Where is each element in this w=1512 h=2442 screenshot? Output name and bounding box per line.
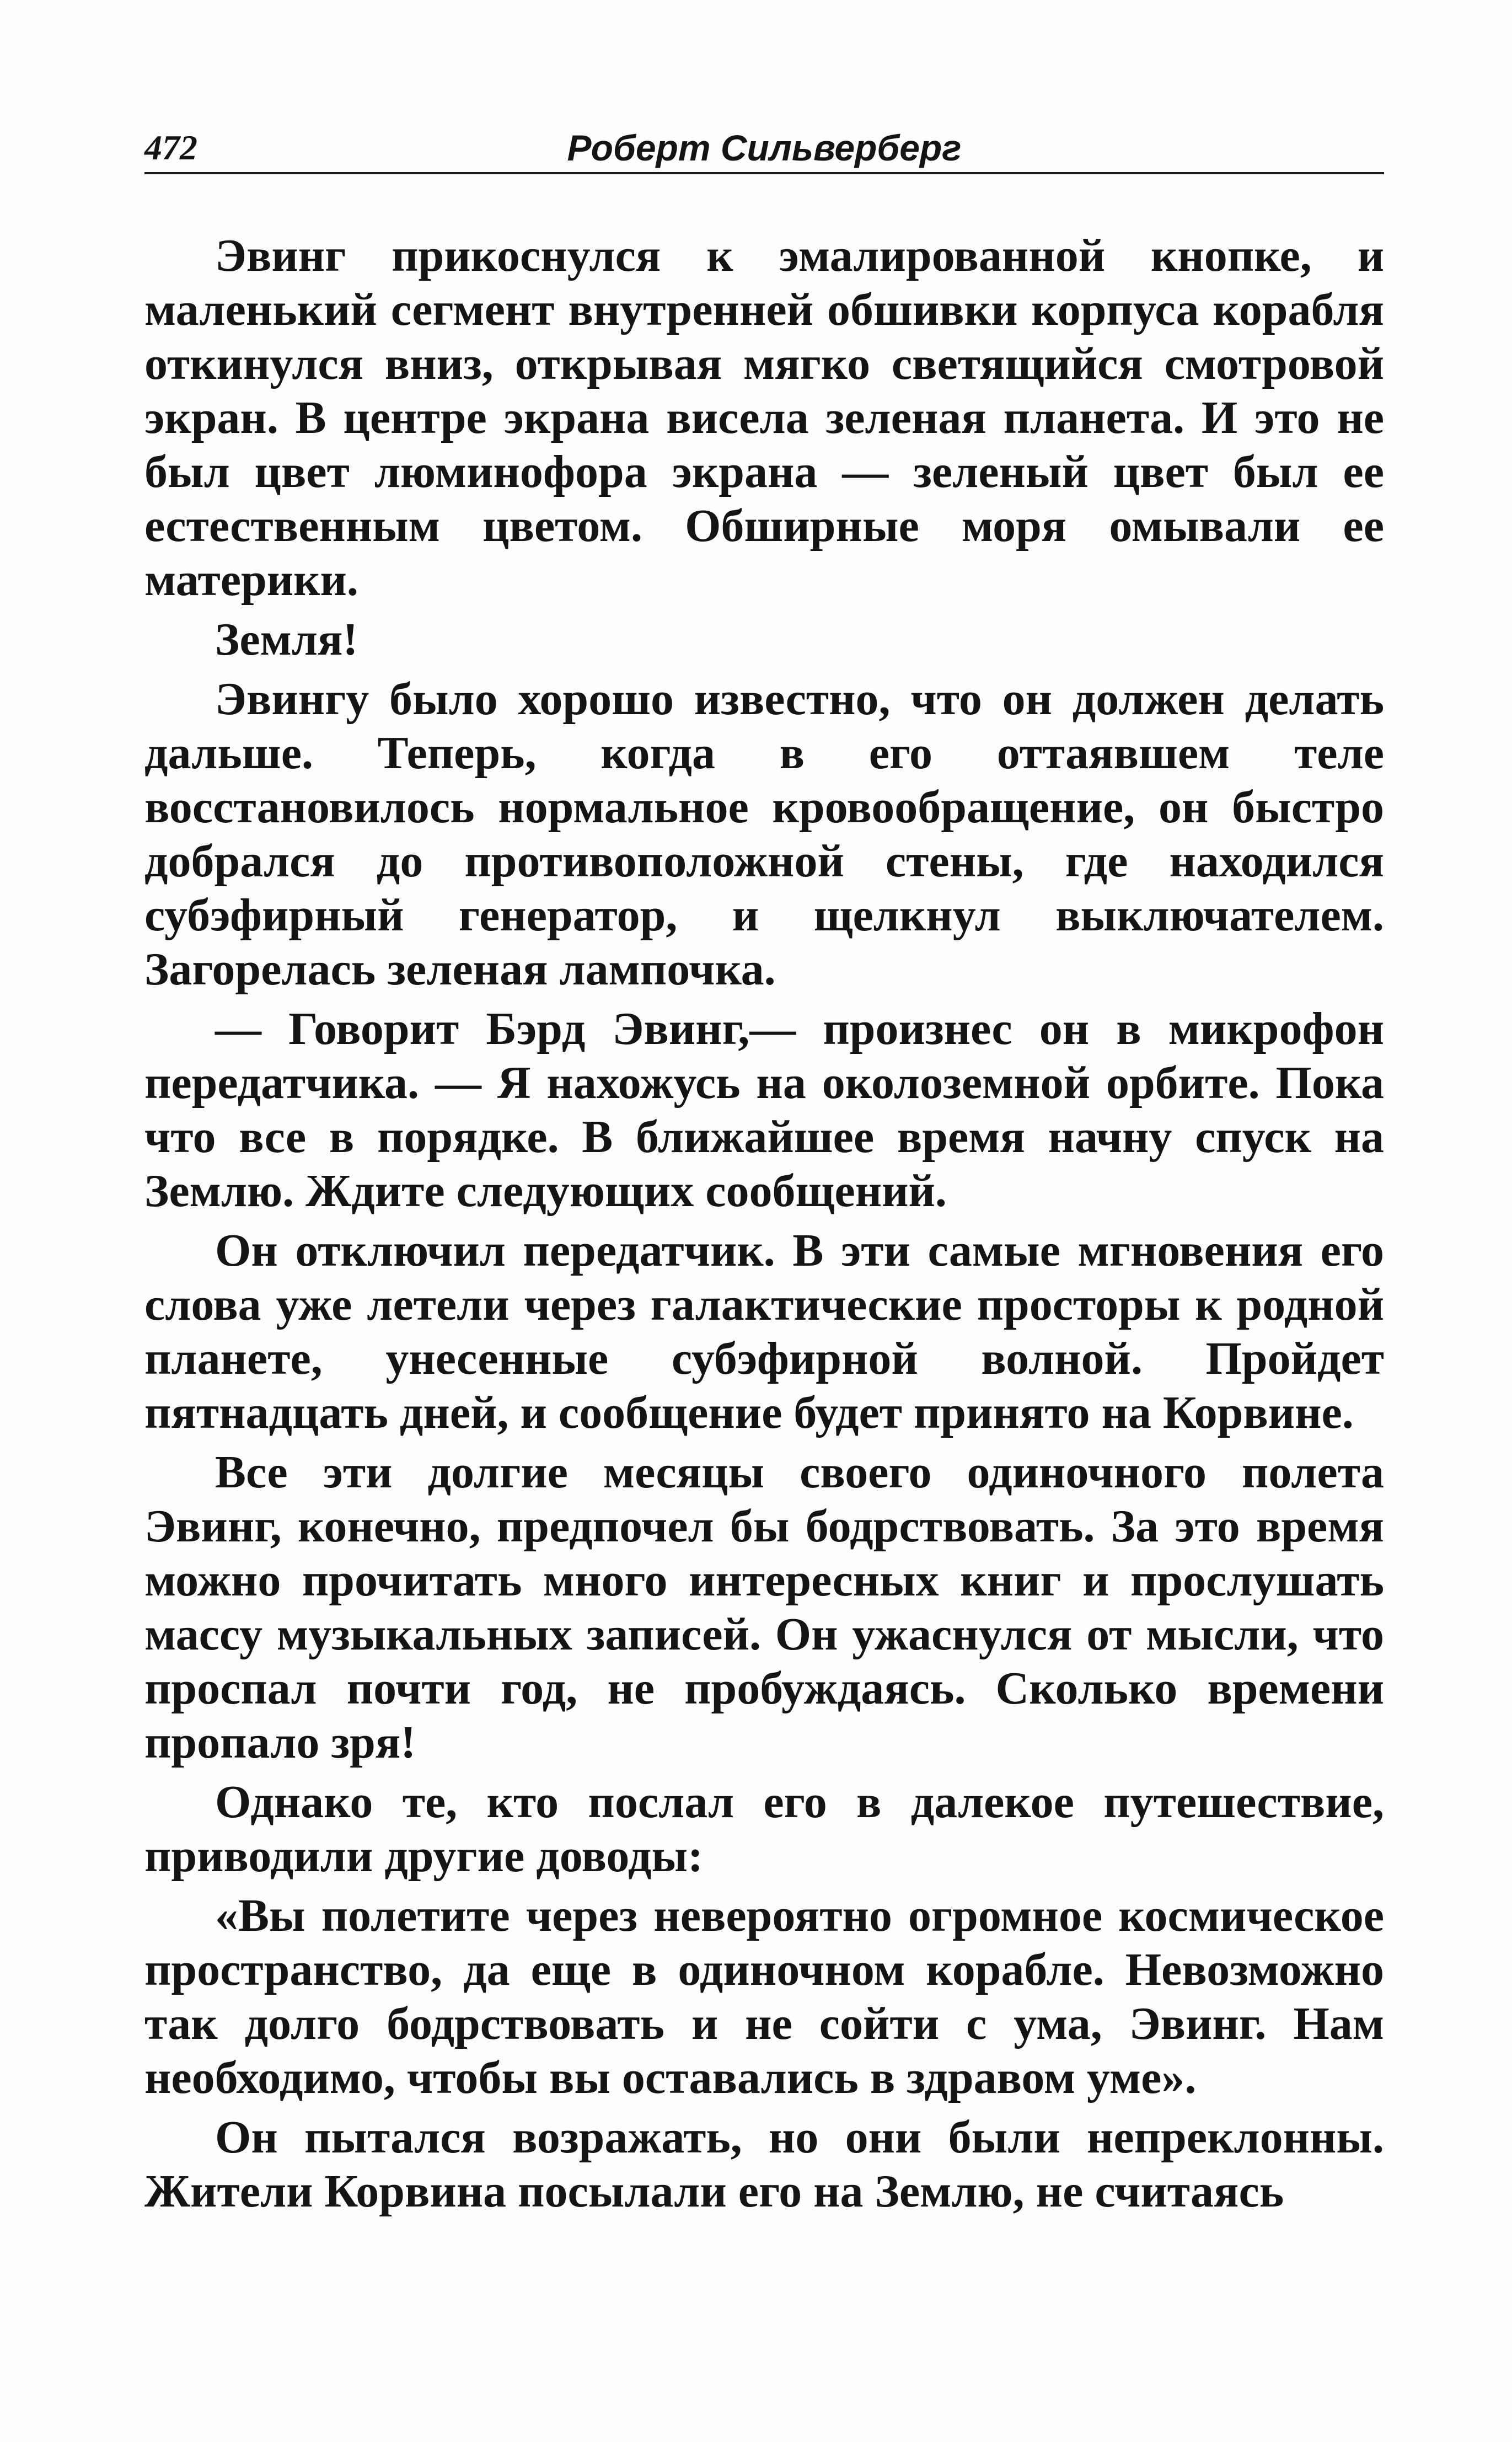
page-number: 472: [144, 128, 197, 167]
paragraph-9: Он пытался возражать, но они были непреклонны. Жители Корвина посылали его на Землю, не считаясь: [144, 2112, 1384, 2217]
paragraph-2: Земля!: [215, 614, 358, 665]
paragraph-3: Эвингу было хорошо известно, что он должен делать дальше. Теперь, когда в его оттаявшем теле восстановилось нормальное кровообращение, он быстро добрался до противоположной стены, где находился субэфирный генератор, и щелкнул выключателем. Загорелась зеленая лампочка.: [144, 673, 1384, 995]
paragraph-8: «Вы полетите через невероятно огромное космическое пространство, да еще в одиночном корабле. Невозможно так долго бодрствовать и не сойти с ума, Эвинг. Нам необходимо, чтобы вы оставались в здравом уме».: [144, 1890, 1384, 2103]
paragraph-4: — Говорит Бэрд Эвинг,— произнес он в микрофон передатчика. — Я нахожусь на околоземной орбите. Пока что все в порядке. В ближайшее время начну спуск на Землю. Ждите следующих сообщений.: [144, 1003, 1384, 1217]
running-title: Роберт Сильверберг: [567, 127, 962, 168]
paragraph-1: Эвинг прикоснулся к эмалированной кнопке, и маленький сегмент внутренней обшивки корпуса корабля откинулся вниз, открывая мягко светящийся смотровой экран. В центре экрана висела зеленая планета. И это не был цвет люминофора экрана — зеленый цвет был ее естественным цветом. Обширные моря омывали ее материки.: [144, 230, 1384, 606]
running-head: [144, 117, 1384, 174]
paragraph-7: Однако те, кто послал его в далекое путешествие, приводили другие доводы:: [144, 1776, 1384, 1882]
paragraph-6: Все эти долгие месяцы своего одиночного полета Эвинг, конечно, предпочел бы бодрствовать. За это время можно прочитать много интересных книг и прослушать массу музыкальных записей. Он ужаснулся от мысли, что проспал почти год, не пробуждаясь. Сколько времени пропало зря!: [144, 1447, 1384, 1768]
text-body: [144, 229, 1384, 2224]
paragraph-5: Он отключил передатчик. В эти самые мгновения его слова уже летели через галактические просторы к родной планете, унесенные субэфирной волной. Пройдет пятнадцать дней, и сообщение будет принято на Корвине.: [144, 1225, 1384, 1438]
